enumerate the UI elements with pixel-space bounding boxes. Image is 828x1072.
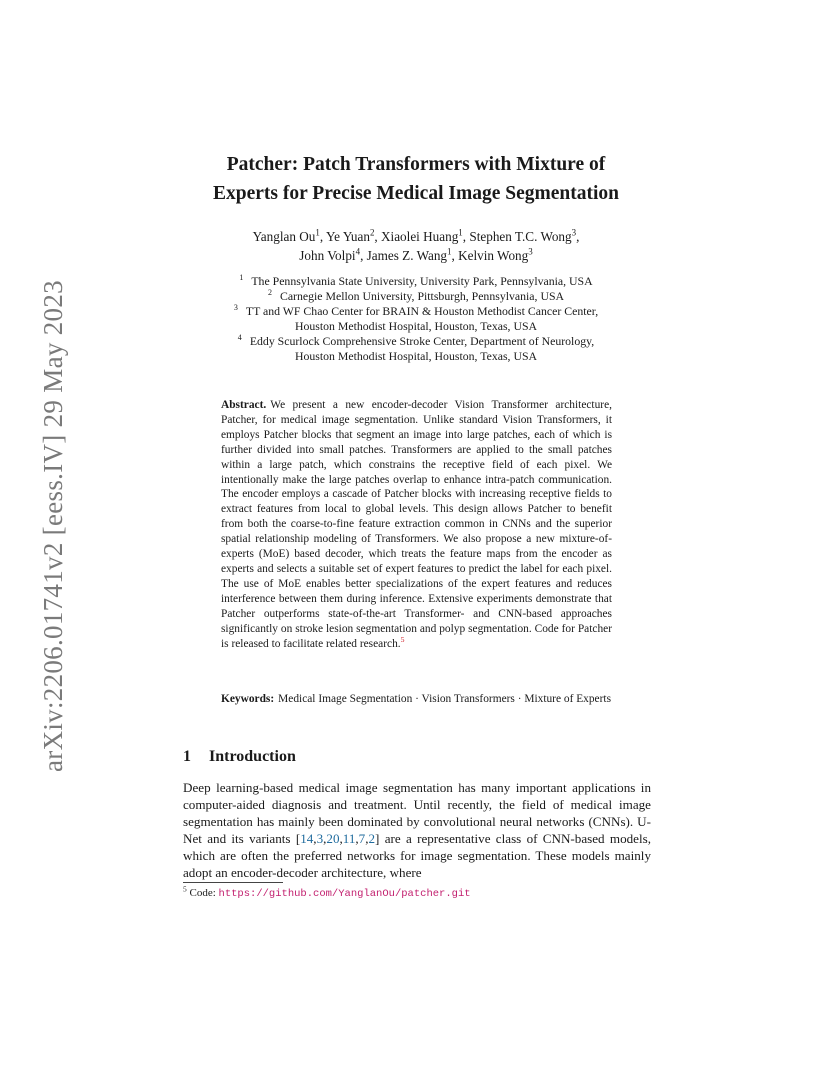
- affiliation: $^2$ Carnegie Mellon University, Pittsburgh, Pennsylvania, USA: [267, 288, 565, 303]
- keywords-text: Medical Image Segmentation · Vision Transformers · Mixture of Experts: [278, 693, 612, 705]
- footnote: [183, 886, 471, 901]
- code-repository-link[interactable]: https://github.com/YanglanOu/patcher.git: [218, 888, 471, 900]
- footnote-divider: [183, 882, 283, 883]
- title-line-1: Patcher: Patch Transformers with Mixture of: [226, 154, 606, 175]
- footnote-reference[interactable]: 5: [400, 634, 405, 644]
- affiliation-continuation: Houston Methodist Hospital, Houston, Texas, USA: [294, 319, 538, 333]
- author: Yanglan Ou$^1$: [252, 227, 320, 244]
- author: James Z. Wang$^1$: [366, 246, 452, 263]
- section-number: 1: [183, 748, 191, 765]
- author-line-1: Yanglan Ou$^1$, Ye Yuan$^2$, Xiaolei Huang$^1$, Stephen T.C. Wong$^3$,: [252, 227, 580, 244]
- title-line-2: Experts for Precise Medical Image Segmentation: [213, 183, 619, 204]
- citation-link[interactable]: 3: [316, 831, 324, 846]
- author: Xiaolei Huang$^1$: [381, 227, 463, 244]
- section-title: Introduction: [209, 748, 296, 765]
- author-list: [170, 227, 662, 265]
- author: Kelvin Wong$^3$: [458, 246, 533, 263]
- keywords: [221, 692, 612, 707]
- author-line-2: John Volpi$^4$, James Z. Wang$^1$, Kelvin Wong$^3$: [299, 246, 533, 263]
- abstract-label: Abstract.: [221, 399, 267, 411]
- footnote-label: Code:: [189, 887, 216, 899]
- affiliation: $^4$ Eddy Scurlock Comprehensive Stroke Center, Department of Neurology,: [237, 333, 595, 348]
- author: Ye Yuan$^2$: [325, 227, 375, 244]
- citation-link[interactable]: 20: [326, 831, 340, 846]
- citation-link[interactable]: 7: [358, 831, 366, 846]
- citation-link[interactable]: 14: [300, 831, 314, 846]
- author: John Volpi$^4$: [299, 246, 361, 263]
- affiliation: $^1$ The Pennsylvania State University, University Park, Pennsylvania, USA: [239, 273, 593, 288]
- paper-title: [150, 150, 682, 208]
- affiliation-continuation: Houston Methodist Hospital, Houston, Texas, USA: [294, 349, 538, 363]
- abstract-text: We present a new encoder-decoder Vision Transformer architecture, Patcher, for medical image segmentation. Unlike standard Vision Transformers, it employs Patcher blocks that segment an image into large patches, each of which is further divided into small patches. Transformers are applied to the small patches within a large patch, which constrains the receptive field of each pixel. We intentionally make the large patches overlap to enhance intra-patch communication. The encoder employs a cascade of Patcher blocks with increasing receptive fields to extract features from local to global levels. This design allows Patcher to benefit from both the coarse-to-fine feature extraction common in CNNs and the superior spatial relationship modeling of Transformers. We also propose a new mixture-of-experts (MoE) based decoder, which treats the feature maps from the encoder as experts and selects a suitable set of expert features to predict the label for each pixel. The use of MoE enables better specializations of the expert features and reduces interference between them during inference. Extensive experiments demonstrate that Patcher outperforms state-of-the-art Transformer- and CNN-based approaches significantly on stroke lesion segmentation and polyp segmentation. Code for Patcher is released to facilitate related research.: [221, 399, 612, 650]
- arxiv-identifier-stamp: arXiv:2206.01741v2 [eess.IV] 29 May 2023: [38, 280, 68, 772]
- footnote-number: 5: [183, 884, 187, 894]
- citation-link[interactable]: 2: [368, 831, 376, 846]
- affiliation-list: [160, 274, 672, 364]
- citation-link[interactable]: 11: [342, 831, 356, 846]
- affiliation: $^3$ TT and WF Chao Center for BRAIN & Houston Methodist Cancer Center,: [233, 303, 599, 318]
- keywords-label: Keywords:: [221, 693, 275, 705]
- abstract: [221, 398, 612, 651]
- introduction-paragraph: Deep learning-based medical image segmentation has many important applications in computer-aided diagnosis and treatment. Until recently, the field of medical image segmentation has mainly been dominated by convolutional neural networks (CNNs). U-Net and its variants [14,3,20,11,7,2] are a representative class of CNN-based models, which are often the preferred networks for image segmentation. These models mainly adopt an encoder-decoder architecture, where: [183, 780, 651, 880]
- section-heading: [183, 746, 296, 768]
- author: Stephen T.C. Wong$^3$: [469, 227, 577, 244]
